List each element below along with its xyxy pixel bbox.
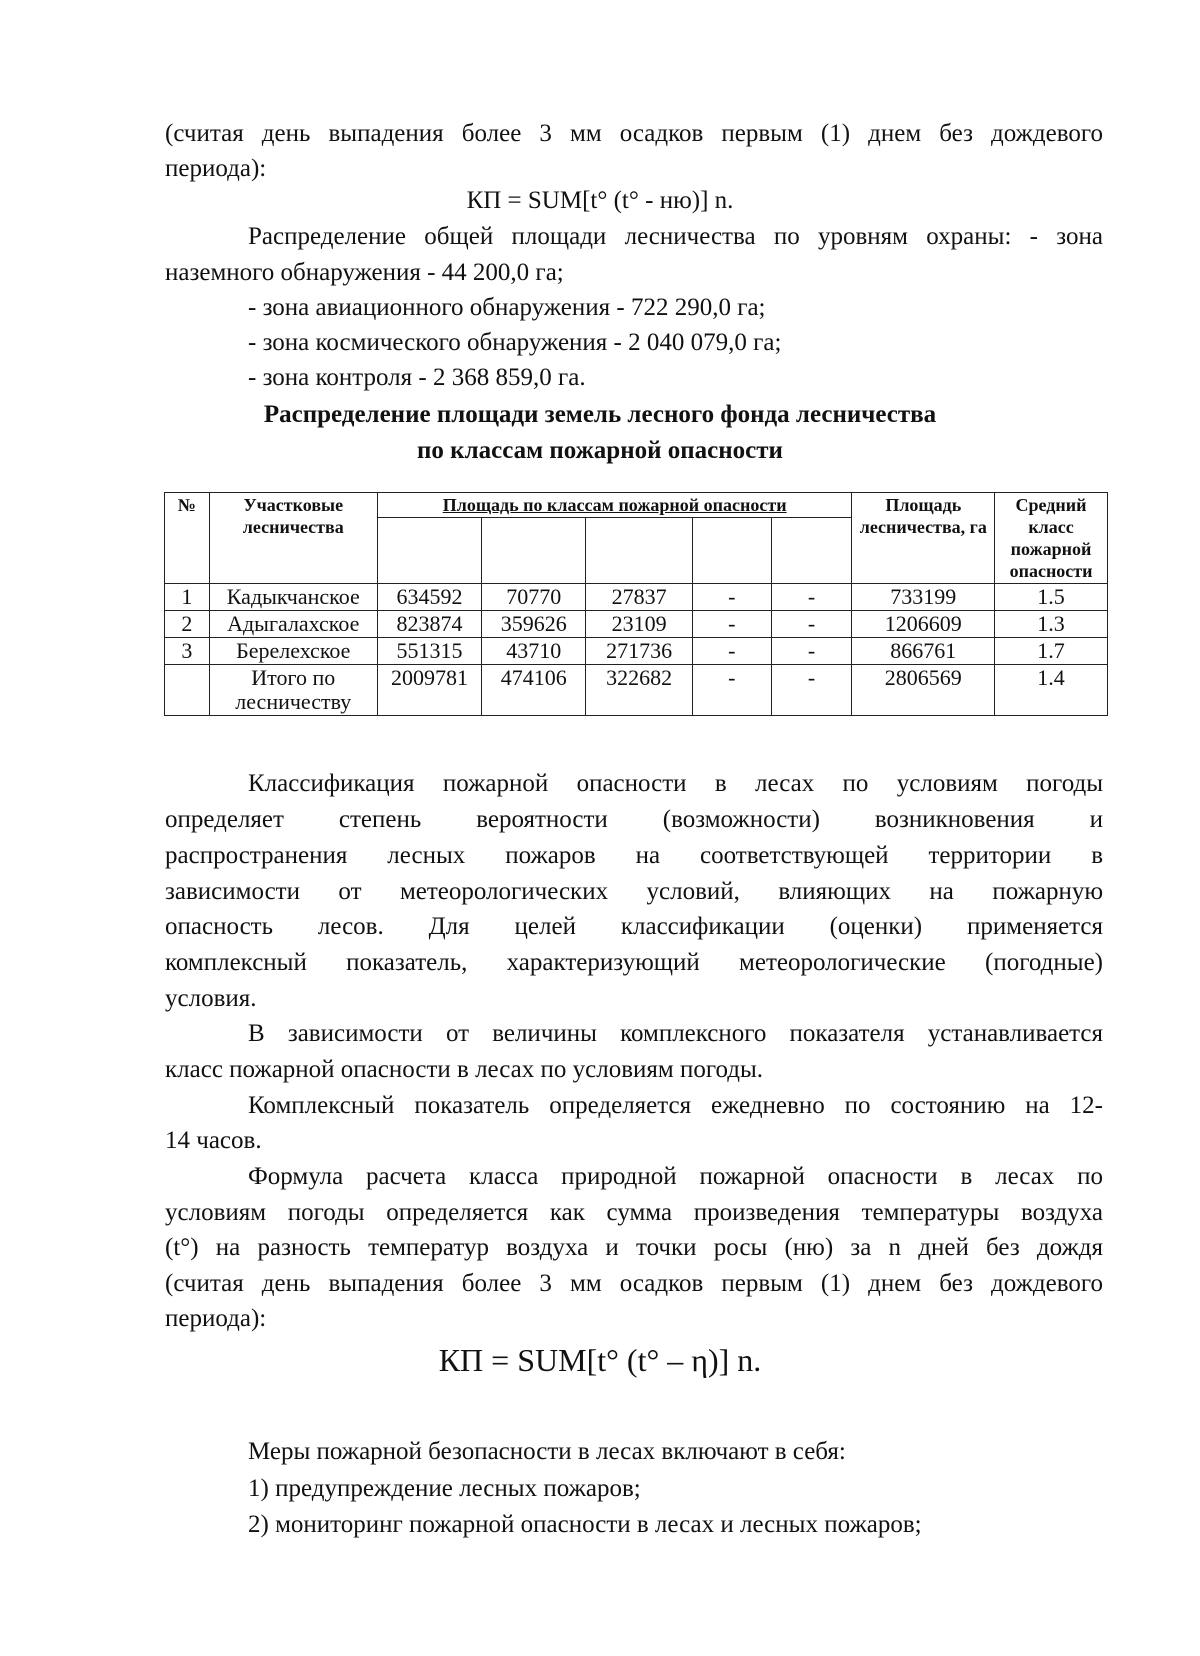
cell-class-2: 43710 — [482, 638, 586, 665]
formula-text-line-4: (считая день выпадения более 3 мм осадков первым (1) днем без дождевого — [165, 1270, 1103, 1297]
classification-line-1: Классификация пожарной опасности в лесах по условиям погоды — [248, 770, 1103, 797]
cell-name: Адыгалахское — [209, 611, 377, 638]
cell-class-2: 474106 — [482, 665, 586, 716]
cell-class-1: 551315 — [377, 638, 481, 665]
formula-2: КП = SUM[t° (t° – η)] n. — [438, 1342, 762, 1378]
classification-line-7: условия. — [165, 985, 257, 1012]
header-class-5 — [771, 518, 852, 584]
fire-class-table — [164, 492, 1108, 716]
measures-item-1: 1) предупреждение лесных пожаров; — [248, 1475, 641, 1502]
formula-text-line-1: Формула расчета класса природной пожарной опасности в лесах по — [248, 1163, 1103, 1190]
cell-class-4: - — [692, 665, 771, 716]
header-class-2 — [482, 518, 586, 584]
cell-class-3: 27837 — [586, 584, 692, 611]
daily-line-1: Комплексный показатель определяется ежедневно по состоянию на 12- — [248, 1092, 1103, 1119]
zones-line-2: наземного обнаружения - 44 200,0 га; — [165, 259, 564, 286]
cell-total: 2806569 — [852, 665, 995, 716]
formula-1: КП = SUM[t° (t° - ню)] n. — [466, 187, 734, 214]
classification-line-3: распространения лесных пожаров на соответствующей территории в — [165, 842, 1103, 869]
cell-class-1: 823874 — [377, 611, 481, 638]
table-title-line-2: по классам пожарной опасности — [417, 437, 783, 464]
cell-class-2: 70770 — [482, 584, 586, 611]
table-row — [165, 638, 1108, 665]
header-area-by-class: Площадь по классам пожарной опасности — [377, 493, 852, 518]
zone-space: - зона космического обнаружения - 2 040 079,0 га; — [248, 329, 782, 356]
classification-line-4: зависимости от метеорологических условий, влияющих на пожарную — [165, 878, 1103, 905]
cell-avg: 1.5 — [995, 584, 1108, 611]
table-row — [165, 611, 1108, 638]
cell-name: Итого по лесничеству — [209, 665, 377, 716]
cell-class-1: 634592 — [377, 584, 481, 611]
cell-num — [165, 665, 210, 716]
cell-class-1: 2009781 — [377, 665, 481, 716]
cell-class-3: 23109 — [586, 611, 692, 638]
cell-class-5: - — [771, 665, 852, 716]
formula-text-line-5: периода): — [165, 1305, 267, 1332]
cell-total: 1206609 — [852, 611, 995, 638]
header-district: Участковые лесничества — [209, 493, 377, 584]
cell-class-5: - — [771, 638, 852, 665]
daily-line-2: 14 часов. — [165, 1127, 262, 1154]
intro-line-1: (считая день выпадения более 3 мм осадков первым (1) днем без дождевого — [165, 120, 1103, 147]
cell-avg: 1.4 — [995, 665, 1108, 716]
header-class-3 — [586, 518, 692, 584]
header-avg-class: Средний класс пожарной опасности — [995, 493, 1108, 584]
zones-line-1: Распределение общей площади лесничества по уровням охраны: - зона — [248, 223, 1103, 250]
cell-num: 2 — [165, 611, 210, 638]
classification-line-2: определяет степень вероятности (возможности) возникновения и — [165, 806, 1103, 833]
cell-class-4: - — [692, 611, 771, 638]
cell-class-5: - — [771, 584, 852, 611]
table-header-row-1 — [165, 493, 1108, 518]
zone-aviation: - зона авиационного обнаружения - 722 290,0 га; — [248, 294, 766, 321]
header-num: № — [165, 493, 210, 584]
cell-class-5: - — [771, 611, 852, 638]
header-class-4 — [692, 518, 771, 584]
cell-total: 866761 — [852, 638, 995, 665]
cell-class-3: 271736 — [586, 638, 692, 665]
header-area-total: Площадь лесничества, га — [852, 493, 995, 584]
cell-avg: 1.3 — [995, 611, 1108, 638]
formula-text-line-3: (t°) на разность температур воздуха и точки росы (ню) за n дней без дождя — [165, 1234, 1103, 1261]
intro-line-2: периода): — [165, 155, 267, 182]
table-title-line-1: Распределение площади земель лесного фонда лесничества — [263, 401, 937, 428]
cell-total: 733199 — [852, 584, 995, 611]
cell-class-4: - — [692, 584, 771, 611]
classification-line-5: опасность лесов. Для целей классификации (оценки) применяется — [165, 913, 1103, 940]
dependence-line-2: класс пожарной опасности в лесах по условиям погоды. — [165, 1056, 764, 1083]
table-row-total — [165, 665, 1108, 716]
table-row — [165, 584, 1108, 611]
cell-class-3: 322682 — [586, 665, 692, 716]
measures-item-2: 2) мониторинг пожарной опасности в лесах и лесных пожаров; — [248, 1511, 922, 1538]
cell-avg: 1.7 — [995, 638, 1108, 665]
cell-num: 1 — [165, 584, 210, 611]
dependence-line-1: В зависимости от величины комплексного показателя устанавливается — [248, 1020, 1103, 1047]
classification-line-6: комплексный показатель, характеризующий метеорологические (погодные) — [165, 949, 1103, 976]
header-class-1 — [377, 518, 481, 584]
measures-intro: Меры пожарной безопасности в лесах включают в себя: — [248, 1438, 846, 1465]
zone-control: - зона контроля - 2 368 859,0 га. — [248, 364, 586, 391]
cell-class-2: 359626 — [482, 611, 586, 638]
cell-class-4: - — [692, 638, 771, 665]
cell-name: Берелехское — [209, 638, 377, 665]
cell-name: Кадыкчанское — [209, 584, 377, 611]
formula-text-line-2: условиям погоды определяется как сумма произведения температуры воздуха — [165, 1199, 1103, 1226]
cell-num: 3 — [165, 638, 210, 665]
